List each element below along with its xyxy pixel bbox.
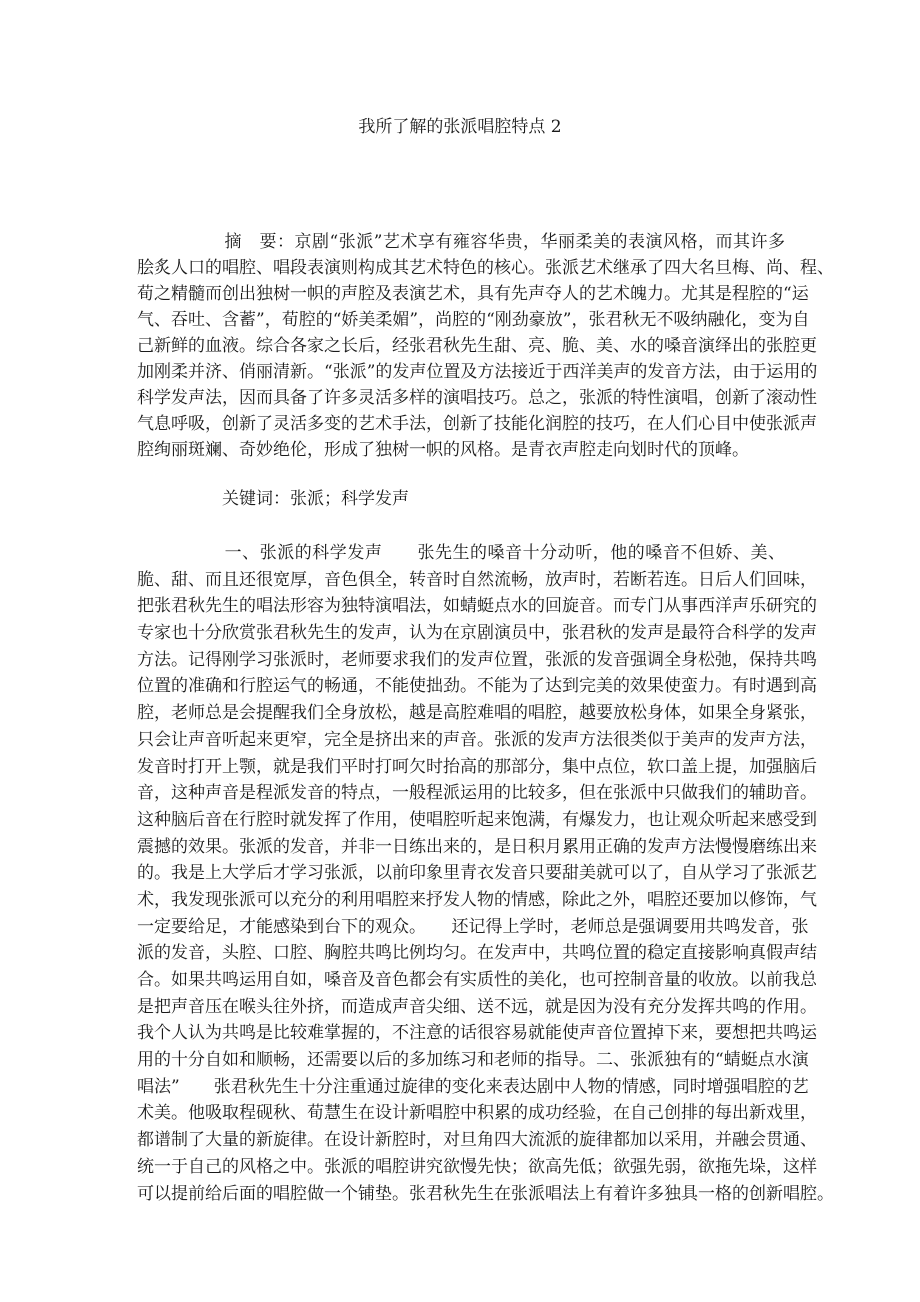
document-title: 我所了解的张派唱腔特点 2	[358, 117, 562, 137]
body-line: 震撼的效果。张派的发音，并非一日练出来的，是日积月累用正确的发声方法慢慢磨练出来	[137, 836, 817, 857]
abstract-line: 气、吞吐、含蓄”，荀腔的“娇美柔媚”，尚腔的“刚劲豪放”，张君秋无不吸纳融化，变为自	[137, 310, 810, 330]
keywords-text: 关键词：张派；科学发声	[137, 489, 409, 509]
body-line: 用的十分自如和顺畅，还需要以后的多加练习和老师的指导。二、张派独有的“蜻蜓点水演	[137, 1050, 809, 1071]
abstract-line: 加刚柔并济、俏丽清新。“张派”的发声位置及方法接近于西洋美声的发音方法，由于运用的	[137, 362, 818, 382]
body-line: 这种脑后音在行腔时就发挥了作用，使唱腔听起来饱满，有爆发力，也让观众听起来感受到	[137, 809, 817, 830]
keywords-line	[137, 486, 785, 513]
abstract-line: 荀之精髓而创出独树一帜的声腔及表演艺术，具有先声夺人的艺术魄力。尤其是程腔的“运	[137, 284, 809, 304]
body-line: 位置的准确和行腔运气的畅通，不能使拙劲。不能为了达到完美的效果使蛮力。有时遇到高	[137, 676, 817, 697]
body-text	[137, 540, 834, 1207]
body-line: 脆、甜、而且还很宽厚，音色俱全，转音时自然流畅，放声时，若断若连。日后人们回味，	[137, 569, 817, 590]
abstract-line: 摘 要：京剧“张派”艺术享有雍容华贵，华丽柔美的表演风格，而其许多	[137, 232, 785, 252]
body-line: 只会让声音听起来更窄，完全是挤出来的声音。张派的发声方法很类似于美声的发声方法，	[137, 729, 817, 750]
abstract-line: 科学发声法，因而具备了许多灵活多样的演唱技巧。总之，张派的特性演唱，创新了滚动性	[137, 388, 817, 408]
abstract-paragraph	[137, 229, 834, 463]
abstract-line: 气息呼吸，创新了灵活多变的艺术手法，创新了技能化润腔的技巧，在人们心目中使张派声	[137, 414, 817, 434]
body-line: 我个人认为共鸣是比较难掌握的，不注意的话很容易就能使声音位置掉下来，要想把共鸣运	[137, 1023, 817, 1044]
body-line: 专家也十分欣赏张君秋先生的发声，认为在京剧演员中，张君秋的发声是最符合科学的发声	[137, 623, 817, 644]
body-line: 唱法” 张君秋先生十分注重通过旋律的变化来表达剧中人物的情感，同时增强唱腔的艺	[137, 1076, 809, 1097]
body-line: 合。如果共鸣运用自如，嗓音及音色都会有实质性的美化，也可控制音量的收放。以前我总	[137, 970, 817, 990]
body-line: 术美。他吸取程砚秋、荀慧生在设计新唱腔中积累的成功经验，在自己创排的每出新戏里，	[137, 1103, 817, 1124]
body-line: 一定要给足，才能感染到台下的观众。 还记得上学时，老师总是强调要用共鸣发音，张	[137, 916, 809, 937]
body-line: 发音时打开上颚，就是我们平时打呵欠时抬高的那部分，集中点位，软口盖上提，加强脑后	[137, 756, 817, 777]
abstract-line: 己新鲜的血液。综合各家之长后，经张君秋先生甜、亮、脆、美、水的嗓音演绎出的张腔更	[137, 336, 817, 356]
body-line: 的。我是上大学后才学习张派，以前印象里青衣发音只要甜美就可以了，自从学习了张派艺	[137, 863, 817, 884]
body-line: 把张君秋先生的唱法形容为独特演唱法，如蜻蜓点水的回旋音。而专门从事西洋声乐研究的	[137, 596, 817, 617]
body-line: 一、张派的科学发声 张先生的嗓音十分动听，他的嗓音不但娇、美、	[137, 543, 785, 563]
body-line: 方法。记得刚学习张派时，老师要求我们的发声位置，张派的发音强调全身松弛，保持共鸣	[137, 649, 817, 670]
body-line: 都谱制了大量的新旋律。在设计新腔时，对旦角四大流派的旋律都加以采用，并融会贯通、	[137, 1130, 817, 1151]
body-line: 派的发音，头腔、口腔、胸腔共鸣比例均匀。在发声中，共鸣位置的稳定直接影响真假声结	[137, 943, 817, 964]
body-line: 术，我发现张派可以充分的利用唱腔来抒发人物的情感，除此之外，唱腔还要加以修饰，气	[137, 889, 817, 910]
body-line: 腔，老师总是会提醒我们全身放松，越是高腔难唱的唱腔，越要放松身体，如果全身紧张，	[137, 703, 817, 724]
body-line: 是把声音压在喉头往外挤，而造成声音尖细、送不远，就是因为没有充分发挥共鸣的作用。	[137, 996, 817, 1017]
body-line: 统一于自己的风格之中。张派的唱腔讲究欲慢先快；欲高先低；欲强先弱，欲拖先垛，这样	[137, 1156, 817, 1177]
abstract-line: 腔绚丽斑斓、奇妙绝伦，形成了独树一帜的风格。是青衣声腔走向划时代的顶峰。	[137, 440, 749, 460]
body-line: 音，这种声音是程派发音的特点，一般程派运用的比较多，但在张派中只做我们的辅助音。	[137, 783, 817, 804]
body-line: 可以提前给后面的唱腔做一个铺垫。张君秋先生在张派唱法上有着许多独具一格的创新唱腔。	[137, 1183, 834, 1204]
abstract-line: 脍炙人口的唱腔、唱段表演则构成其艺术特色的核心。张派艺术继承了四大名旦梅、尚、程、	[137, 258, 834, 278]
